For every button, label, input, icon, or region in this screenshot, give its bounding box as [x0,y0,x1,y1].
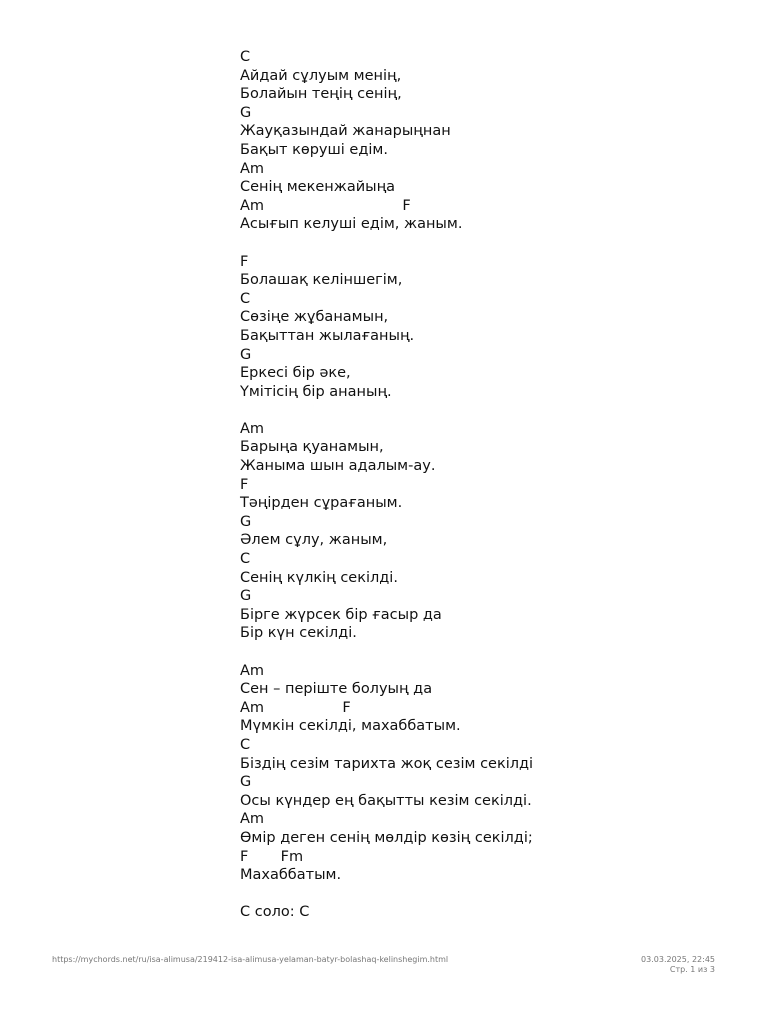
song-lyrics [240,48,560,921]
song-line: Болайын теңің сенің, [240,86,402,103]
song-line: Жаныма шын адалым-ау. [240,458,436,475]
song-line: C [240,551,251,568]
song-line: Әлем сұлу, жаным, [240,532,388,549]
song-line: F [240,253,249,270]
song-line: C [240,49,251,65]
song-line: Еркесі бір әке, [240,365,351,382]
song-line: G [240,104,252,121]
song-line: G [240,513,252,530]
song-line: Сөзіңе жұбанамын, [240,309,389,326]
song-line: Am [240,420,265,437]
song-line: Өмір деген сенің мөлдір көзің секілді; [240,829,533,846]
blank-line [240,643,560,662]
song-line: Асығып келуші едім, жаным. [240,216,463,233]
song-line: G [240,774,252,791]
song-line: Үмітісің бір ананың. [240,383,392,400]
song-line: Барыңа қуанамын, [240,439,384,456]
blank-line [240,401,560,420]
song-line: C [240,290,251,307]
song-line: C [240,736,251,753]
song-line: Тәңірден сұрағаным. [240,495,403,512]
song-line: Сен – періште болуың да [240,681,433,698]
song-line: Сенің мекенжайыңа [240,179,396,196]
song-line: Айдай сұлуым менің, [240,67,402,84]
song-line: C соло: C [240,904,310,921]
song-line: Осы күндер ең бақытты кезім секілді. [240,792,532,809]
song-line: Am F [240,197,411,214]
song-line: Am [240,811,265,828]
song-line: Am [240,160,265,177]
song-line: F Fm [240,848,304,865]
footer-datetime: 03.03.2025, 22:45 [641,955,715,964]
song-line: G [240,346,252,363]
song-line: Am F [240,699,351,716]
song-line: Махаббатым. [240,867,342,884]
footer-page-number: Стр. 1 из 3 [669,965,715,974]
song-line: Бақыт көруші едім. [240,141,388,158]
blank-line [240,885,560,904]
song-line: Am [240,662,265,679]
song-line: F [240,476,249,493]
song-line: G [240,588,252,605]
footer-meta [641,955,715,975]
song-line: Сенің күлкің секілді. [240,569,398,586]
song-line: Бақыттан жылағаның. [240,327,415,344]
song-line: Жауқазындай жанарыңнан [240,123,451,140]
song-line: Бір күн секілді. [240,625,357,642]
blank-line [240,234,560,253]
song-line: Мүмкін секілді, махаббатым. [240,718,461,735]
footer-url: https://mychords.net/ru/isa-alimusa/219412-isa-alimusa-yelaman-batyr-bolashaq-kelinshegim.html [52,955,449,964]
song-line: Біздің сезім тарихта жоқ сезім секілді [240,755,534,772]
song-line: Бірге жүрсек бір ғасыр да [240,606,442,623]
song-line: Болашақ келіншегім, [240,272,403,289]
